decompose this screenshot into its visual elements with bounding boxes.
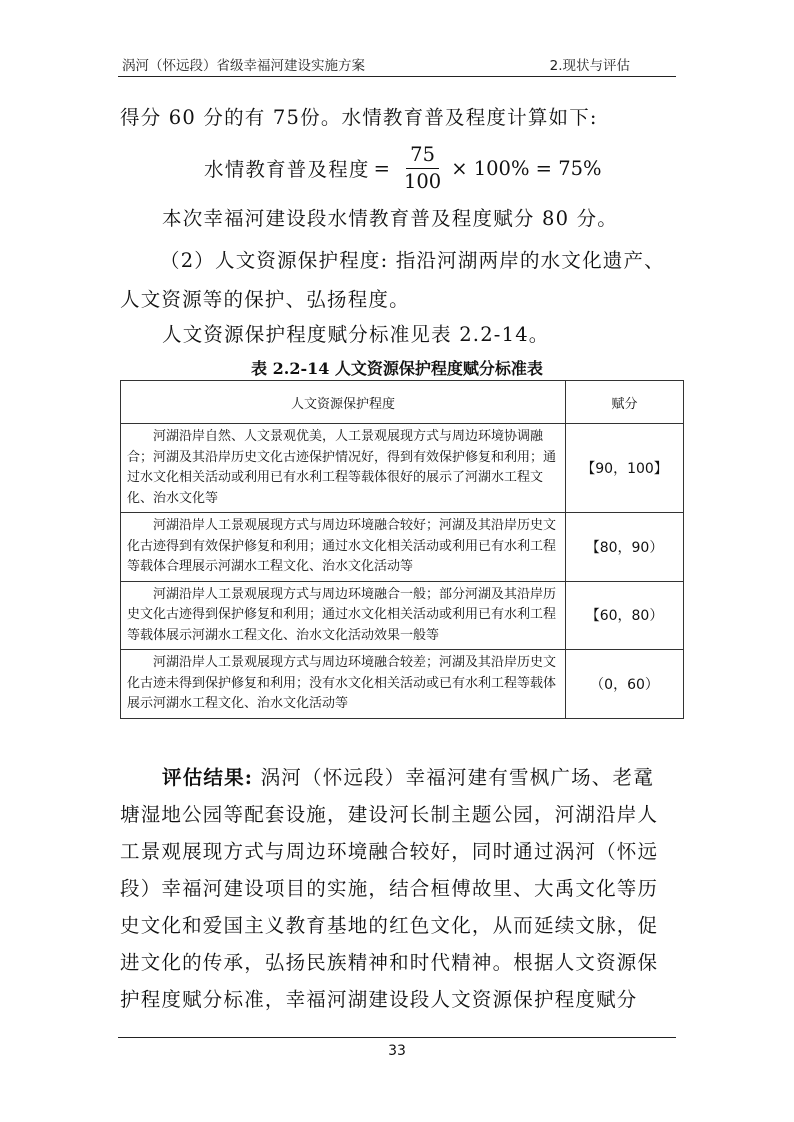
evaluation-line-7: 护程度赋分标准，幸福河湖建设段人文资源保护程度赋分	[120, 988, 638, 1011]
table-cell-score: 【90，100】	[566, 424, 684, 513]
body-line-4: 人文资源等的保护、弘扬程度。	[120, 288, 410, 311]
body-line-1: 得分 60 分的有 75份。水情教育普及程度计算如下:	[120, 106, 598, 129]
page-number: 33	[388, 1043, 406, 1059]
formula-lhs: 水情教育普及程度	[204, 158, 370, 181]
table-cell-score: 【80，90）	[566, 513, 684, 582]
table-row	[121, 581, 684, 650]
table-header-row	[121, 381, 684, 424]
table-row	[121, 424, 684, 513]
table-cell-criteria: 河湖沿岸人工景观展现方式与周边环境融合一般；部分河湖及其沿岸历史文化古迹得到保护修复和利用；通过水文化相关活动或利用已有水利工程等载体展示河湖水工程文化、治水文化活动效果一般等	[121, 581, 566, 650]
table-caption: 表 2.2-14 人文资源保护程度赋分标准表	[251, 359, 543, 378]
table-cell-criteria: 河湖沿岸自然、人文景观优美，人工景观展现方式与周边环境协调融合；河湖及其沿岸历史文化古迹保护情况好，得到有效保护修复和利用；通过水文化相关活动或利用已有水利工程等载体很好的展示了河湖水工程文化、治水文化等	[121, 424, 566, 513]
evaluation-line-4: 段）幸福河建设项目的实施，结合桓傅故里、大禹文化等历	[120, 877, 659, 900]
formula-numerator: 75	[406, 144, 439, 169]
table-header-score: 赋分	[566, 381, 684, 424]
table-cell-criteria: 河湖沿岸人工景观展现方式与周边环境融合较好；河湖及其沿岸历史文化古迹得到有效保护修复和利用；通过水文化相关活动或利用已有水利工程等载体合理展示河湖水工程文化、治水文化活动等	[121, 513, 566, 582]
evaluation-line-5: 史文化和爱国主义教育基地的红色文化，从而延续文脉，促	[120, 914, 659, 937]
evaluation-text: 涡河（怀远段）幸福河建有雪枫广场、老鼋	[260, 766, 654, 789]
evaluation-label: 评估结果:	[162, 766, 254, 789]
formula-equals: =	[373, 156, 390, 180]
table-cell-score: （0，60）	[566, 650, 684, 719]
evaluation-line-2: 塘湿地公园等配套设施，建设河长制主题公园，河湖沿岸人	[120, 803, 659, 826]
header-section-title: 2.现状与评估	[549, 58, 630, 74]
formula-rhs: × 100% = 75%	[451, 156, 602, 180]
table-cell-criteria: 河湖沿岸人工景观展现方式与周边环境融合较差；河湖及其沿岸历史文化古迹未得到保护修复和利用；没有水文化相关活动或已有水利工程等载体展示河湖水工程文化、治水文化活动等	[121, 650, 566, 719]
table-row	[121, 513, 684, 582]
footer-rule	[118, 1037, 676, 1038]
header-rule	[118, 76, 676, 77]
formula-fraction	[400, 144, 445, 193]
table-cell-score: 【60，80）	[566, 581, 684, 650]
body-line-2: 本次幸福河建设段水情教育普及程度赋分 80 分。	[162, 207, 619, 230]
body-line-3: （2）人文资源保护程度: 指沿河湖两岸的水文化遗产、	[160, 249, 665, 272]
formula	[204, 140, 602, 196]
evaluation-line-3: 工景观展现方式与周边环境融合较好，同时通过涡河（怀远	[120, 840, 659, 863]
evaluation-line-6: 进文化的传承，弘扬民族精神和时代精神。根据人文资源保	[120, 951, 659, 974]
formula-denominator: 100	[403, 169, 442, 193]
evaluation-line-1	[162, 762, 654, 790]
table-row	[121, 650, 684, 719]
header-document-title: 涡河（怀远段）省级幸福河建设实施方案	[122, 58, 365, 74]
body-line-5: 人文资源保护程度赋分标准见表 2.2-14。	[162, 323, 550, 346]
table-header-criteria: 人文资源保护程度	[121, 381, 566, 424]
scoring-table	[120, 380, 684, 719]
page-header	[118, 52, 676, 76]
